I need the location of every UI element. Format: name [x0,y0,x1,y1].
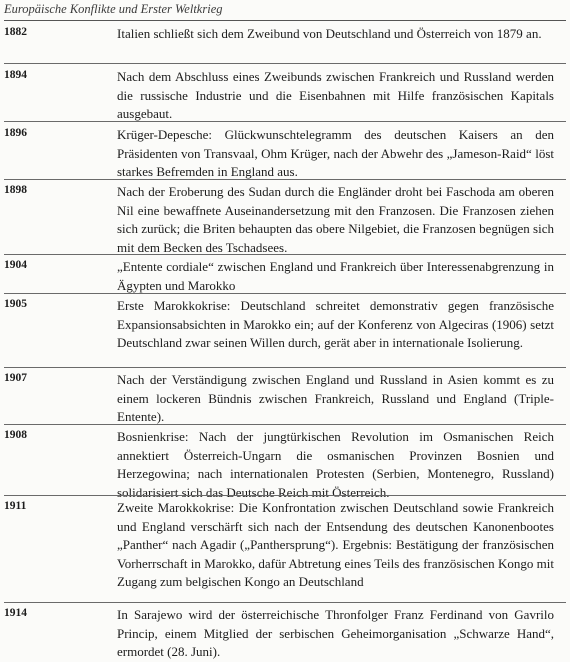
entry-year: 1905 [4,298,27,310]
entry-year: 1894 [4,69,27,81]
entry-text: „Entente cordiale“ zwischen England und Frankreich über Interessenabgrenzung in Ägypten und Marokko [117,259,554,293]
entry-text: Erste Marokkokrise: Deutschland schreitet demonstrativ gegen französische Expansionsabsichten in Marokko ein; auf der Konferenz von Algeciras (1906) setzt Deutschland zwar seinen Willen durch, gerät aber in internationale Isolierung. [117,298,554,350]
entry-text: Nach der Eroberung des Sudan durch die Engländer droht bei Faschoda am oberen Nil eine bewaffnete Auseinandersetzung mit den Franzosen. Die Franzosen ziehen sich zurück; die Briten behaupten das obere Nilgebiet, die Franzosen begnügen sich mit dem Becken des Tschadsees. [117,184,554,255]
divider [4,495,566,496]
entry-text: Bosnienkrise: Nach der jungtürkischen Revolution im Osmanischen Reich annektiert Österreich-Ungarn die osmanischen Provinzen Bosnien und Herzegowina; nach internationalen Protesten (Serbien, Montenegro, Russland) solidarisiert sich das Deutsche Reich mit Österreich. [117,429,554,500]
entry-year: 1907 [4,372,27,384]
divider [4,63,566,64]
entry-year: 1911 [4,500,27,512]
entry-text: Krüger-Depesche: Glückwunschtelegramm des deutschen Kaisers an den Präsidenten von Transvaal, Ohm Krüger, nach der Abwehr des „Jameson-Raid“ löst starkes Befremden in England aus. [117,127,554,179]
divider [4,424,566,425]
entry-text: Zweite Marokkokrise: Die Konfrontation zwischen Deutschland sowie Frankreich und England verschärft sich nach der Entsendung des deutschen Kanonenbootes „Panther“ nach Agadir („Panthersprung“). Ergebnis: Bestätigung der französischen Vorherrschaft in Marokko, dafür Abtretung eines Teils des französischen Kongo mit Zugang zum belgischen Kongo an Deutschland [117,500,554,589]
running-header: Europäische Konflikte und Erster Weltkrieg [4,2,566,21]
entry-text: In Sarajewo wird der österreichische Thronfolger Franz Ferdinand von Gavrilo Princip, einem Mitglied der serbischen Geheimorganisation „Schwarze Hand“, ermordet (28. Juni). [117,607,554,659]
entry-year: 1896 [4,127,27,139]
divider [4,367,566,368]
entry-year: 1908 [4,429,27,441]
entry-text: Nach dem Abschluss eines Zweibunds zwischen Frankreich und Russland werden die russische Industrie und die Eisenbahnen mit Hilfe französischen Kapitals ausgebaut. [117,69,554,121]
entry-year: 1882 [4,26,27,38]
entry-year: 1898 [4,184,27,196]
entry-year: 1914 [4,607,27,619]
entry-text: Nach der Verständigung zwischen England und Russland in Asien kommt es zu einem lockeren Bündnis zwischen Frankreich, Russland und England (Triple-Entente). [117,372,554,424]
entry-year: 1904 [4,259,27,271]
divider [4,602,566,603]
divider [4,179,566,180]
entry-text: Italien schließt sich dem Zweibund von Deutschland und Österreich von 1879 an. [117,26,542,41]
divider [4,121,566,122]
divider [4,293,566,294]
divider [4,254,566,255]
